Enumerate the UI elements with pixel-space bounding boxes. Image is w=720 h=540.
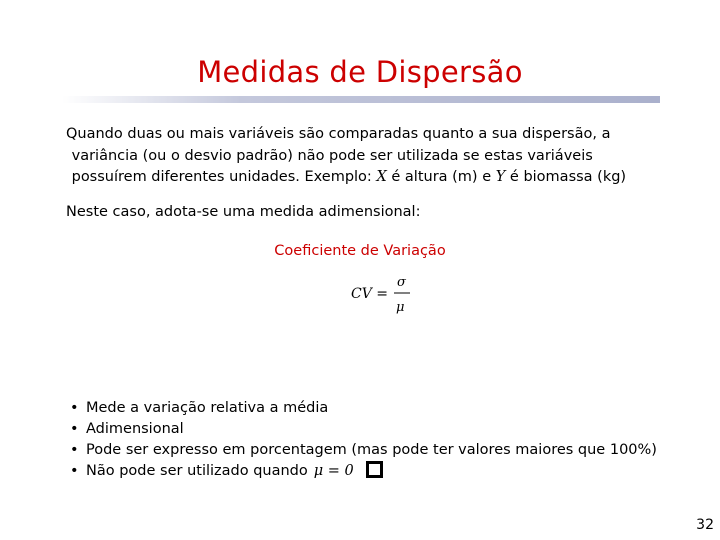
bullet-dot: • xyxy=(70,400,79,416)
intro-line-1: Quando duas ou mais variáveis são comparadas quanto a sua dispersão, a xyxy=(66,126,611,142)
bullet-dot: • xyxy=(70,442,79,458)
title-underline-bar xyxy=(62,96,660,103)
list-item-text: Não pode ser utilizado quando xyxy=(86,463,308,479)
variable-x: X xyxy=(376,169,387,185)
bullet-dot: • xyxy=(70,463,79,479)
bullet-dot: • xyxy=(70,421,79,437)
cv-formula xyxy=(350,270,420,318)
formula-mu: μ xyxy=(396,300,405,315)
formula-sigma: σ xyxy=(397,275,406,290)
cv-heading: Coeficiente de Variação xyxy=(274,243,446,259)
list-item xyxy=(66,440,657,461)
list-item xyxy=(66,398,657,419)
list-item xyxy=(66,419,657,440)
variable-y: Y xyxy=(495,169,506,185)
intro-line-3-suffix: é biomassa (kg) xyxy=(509,169,627,185)
dimensionless-paragraph: Neste caso, adota-se uma medida adimensional: xyxy=(66,204,421,220)
list-item xyxy=(66,461,657,482)
list-item-text: Mede a variação relativa a média xyxy=(86,400,329,416)
slide-title: Medidas de Dispersão xyxy=(197,55,523,89)
intro-paragraph xyxy=(66,124,666,189)
intro-line-3-prefix: possuírem diferentes unidades. Exemplo: xyxy=(71,169,372,185)
mu-zero-condition: μ = 0 xyxy=(313,463,354,479)
page-number: 32 xyxy=(696,517,714,533)
intro-line-2 xyxy=(67,146,666,168)
intro-line-3-mid: é altura (m) e xyxy=(391,169,492,185)
cv-properties-list xyxy=(66,398,657,482)
list-item-text: Pode ser expresso em porcentagem (mas pode ter valores maiores que 100%) xyxy=(86,442,657,458)
list-item-text: Adimensional xyxy=(86,421,184,437)
formula-lhs: CV = xyxy=(351,286,389,302)
intro-line-3 xyxy=(67,167,666,189)
missing-glyph-box-icon xyxy=(366,461,383,478)
intro-line-2-text: variância (ou o desvio padrão) não pode ser utilizada se estas variáveis xyxy=(71,147,593,164)
